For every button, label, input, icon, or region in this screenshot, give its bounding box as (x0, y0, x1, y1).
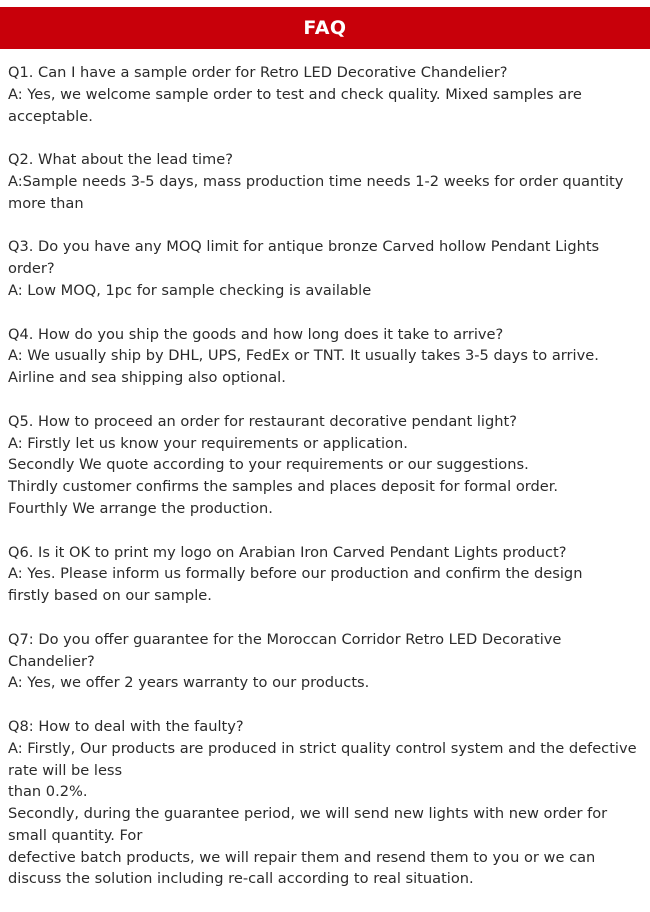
faq-answer-line: A: Firstly, Our products are produced in strict quality control system and the defective (8, 739, 637, 757)
faq-answer-line: A: Yes. Please inform us formally before our production and confirm the design (8, 565, 583, 583)
faq-answer-line: A: We usually ship by DHL, UPS, FedEx or TNT. It usually takes 3-5 days to arrive. (8, 347, 599, 365)
faq-answer-line: Secondly We quote according to your requirements or our suggestions. (8, 456, 529, 474)
faq-answer-line: acceptable. (8, 107, 93, 125)
faq-answer-line: rate will be less (8, 761, 123, 779)
faq-question: Q1. Can I have a sample order for Retro LED Decorative Chandelier? (8, 64, 508, 81)
faq-item-q1 (8, 62, 644, 127)
faq-answer-line: defective batch products, we will repair them and resend them to you or we can (8, 848, 596, 866)
faq-question: Q3. Do you have any MOQ limit for antique bronze Carved hollow Pendant Lights (8, 238, 600, 256)
faq-answer-line: discuss the solution including re-call according to real situation. (8, 870, 474, 888)
faq-answer-line: A: Low MOQ, 1pc for sample checking is available (8, 281, 372, 299)
faq-answer-line: Thirdly customer confirms the samples and places deposit for formal order. (8, 478, 559, 496)
faq-question: Q4. How do you ship the goods and how long does it take to arrive? (8, 325, 504, 343)
faq-item-q2 (8, 149, 644, 214)
faq-list (8, 62, 644, 912)
faq-question: Q2. What about the lead time? (8, 151, 233, 169)
faq-answer-line: order? (8, 260, 55, 278)
faq-question: Q8: How to deal with the faulty? (8, 717, 244, 735)
faq-question: Q7: Do you offer guarantee for the Moroccan Corridor Retro LED Decorative (8, 630, 562, 648)
faq-item-q6 (8, 542, 644, 607)
faq-item-q5 (8, 411, 644, 520)
faq-item-q4 (8, 324, 644, 389)
faq-answer-line: Airline and sea shipping also optional. (8, 369, 286, 387)
faq-answer-line: small quantity. For (8, 826, 143, 844)
faq-question: Q5. How to proceed an order for restaurant decorative pendant light? (8, 412, 517, 430)
faq-question: Q6. Is it OK to print my logo on Arabian Iron Carved Pendant Lights product? (8, 543, 567, 561)
faq-item-q8 (8, 716, 644, 890)
page-title: FAQ (303, 17, 347, 39)
faq-answer-line: than 0.2%. (8, 783, 88, 801)
faq-header (0, 7, 650, 49)
faq-answer-line: A: Yes, we welcome sample order to test and check quality. Mixed samples are (8, 85, 582, 103)
faq-answer-line: A: Yes, we offer 2 years warranty to our products. (8, 674, 370, 692)
faq-item-q3 (8, 236, 644, 301)
faq-answer-line: firstly based on our sample. (8, 587, 212, 605)
faq-answer-line: more than (8, 194, 84, 212)
faq-answer-line: Chandelier? (8, 652, 95, 670)
faq-answer-line: Secondly, during the guarantee period, we will send new lights with new order for (8, 805, 608, 823)
faq-answer-line: A:Sample needs 3-5 days, mass production time needs 1-2 weeks for order quantity (8, 172, 624, 190)
faq-answer-line: A: Firstly let us know your requirements or application. (8, 434, 408, 452)
faq-answer-line: Fourthly We arrange the production. (8, 499, 273, 517)
faq-item-q7 (8, 629, 644, 694)
